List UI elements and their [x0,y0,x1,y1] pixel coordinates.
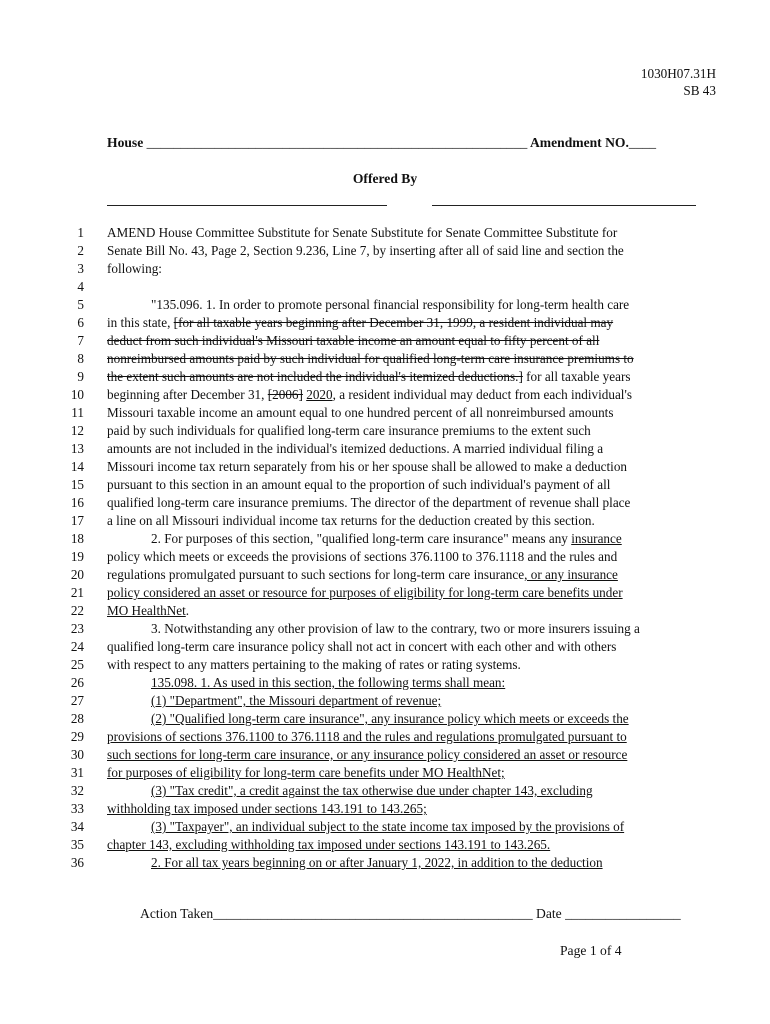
line-number: 18 [70,531,84,546]
line-number: 32 [70,783,84,798]
inserted-text: (3) "Tax credit", a credit against the tax otherwise due under chapter 143, excluding [151,783,593,798]
line-text [107,368,719,386]
line-number: 30 [70,747,84,762]
deleted-text: the extent such amounts are not included the individual's itemized deductions.] [107,369,523,384]
line-text [107,512,719,530]
line-number: 2 [77,243,84,258]
inserted-text: chapter 143, excluding withholding tax imposed under sections 143.191 to 143.265. [107,837,551,852]
document-line [0,746,770,764]
line-text [107,386,719,404]
line-text [107,764,719,782]
line-text [107,332,719,350]
inserted-text: 2. For all tax years beginning on or after January 1, 2022, in addition to the deduction [151,855,603,870]
line-number: 27 [70,693,84,708]
line-text [107,692,763,710]
document-line [0,620,770,638]
text-run: Senate Bill No. 43, Page 2, Section 9.236, Line 7, by inserting after all of said line and section the [107,243,624,258]
document-line [0,800,770,818]
line-text [107,476,719,494]
line-text [107,584,719,602]
document-line [0,584,770,602]
text-run: Missouri income tax return separately from his or her spouse shall be allowed to make a deduction [107,459,628,474]
document-line [0,242,770,260]
text-run: 2. For purposes of this section, "qualified long-term care insurance" means any [151,531,572,546]
line-text [107,548,719,566]
document-line [0,278,770,296]
action-taken-label: Action Taken [140,906,214,921]
document-line [0,602,770,620]
line-number: 26 [70,675,84,690]
text-run: , a resident individual may deduct from each individual's [332,387,632,402]
document-line [0,350,770,368]
document-line [0,656,770,674]
line-number: 7 [77,333,84,348]
line-text [107,710,763,728]
document-line [0,440,770,458]
line-number: 35 [70,837,84,852]
line-text [107,224,719,242]
text-run: AMEND House Committee Substitute for Senate Substitute for Senate Committee Substitute for [107,225,618,240]
document-line [0,260,770,278]
line-text [107,674,763,692]
line-text [107,404,719,422]
line-number: 9 [77,369,84,384]
offered-by-heading: Offered By [352,171,418,186]
text-run: Missouri taxable income an amount equal to one hundred percent of all nonreimbursed amounts [107,405,614,420]
line-number: 6 [77,315,84,330]
document-line [0,422,770,440]
line-number: 10 [70,387,84,402]
action-taken-row [140,906,681,922]
line-number: 21 [70,585,84,600]
line-number: 23 [70,621,84,636]
inserted-text: such sections for long-term care insurance, or any insurance policy considered an asset or resource [107,747,628,762]
document-line [0,674,770,692]
document-line [0,314,770,332]
document-line [0,332,770,350]
document-line [0,224,770,242]
sponsor-signature-line-left [107,205,387,206]
document-line [0,854,770,872]
line-text [107,296,763,314]
inserted-text: 135.098. 1. As used in this section, the following terms shall mean: [151,675,506,690]
line-text [107,422,719,440]
document-line [0,728,770,746]
document-line [0,692,770,710]
line-number: 31 [70,765,84,780]
line-number: 15 [70,477,84,492]
inserted-text: for purposes of eligibility for long-term care benefits under MO HealthNet; [107,765,505,780]
line-number: 13 [70,441,84,456]
inserted-text: MO HealthNet [107,603,186,618]
text-run: amounts are not included in the individual's itemized deductions. A married individual filing a [107,441,604,456]
line-number: 20 [70,567,84,582]
page-number: Page 1 of 4 [560,943,622,958]
date-label: Date [536,906,562,921]
line-text [107,728,719,746]
text-run: in this state, [107,315,174,330]
line-text [107,566,719,584]
document-line [0,404,770,422]
line-text [107,314,719,332]
line-text [107,260,719,278]
line-text [107,782,763,800]
inserted-text: provisions of sections 376.1100 to 376.1118 and the rules and regulations promulgated pursuant to [107,729,627,744]
document-line [0,296,770,314]
line-text [107,440,719,458]
line-text [107,242,719,260]
line-number: 5 [77,297,84,312]
line-number: 12 [70,423,84,438]
line-text [107,800,719,818]
line-text [107,854,763,872]
inserted-text: , or any insurance [524,567,618,582]
line-text [107,818,763,836]
text-run: beginning after December 31, [107,387,268,402]
line-number: 28 [70,711,84,726]
amendment-label: Amendment NO. [529,135,629,150]
date-blank: _________________ [565,906,681,921]
document-line [0,836,770,854]
inserted-text: (2) "Qualified long-term care insurance", any insurance policy which meets or exceeds the [151,711,629,726]
text-run: pursuant to this section in an amount equal to the proportion of such individual's payment of all [107,477,611,492]
document-line [0,782,770,800]
line-number: 34 [70,819,84,834]
line-text [107,494,719,512]
inserted-text: withholding tax imposed under sections 143.191 to 143.265; [107,801,427,816]
line-text [107,836,719,854]
text-run: regulations promulgated pursuant to such sections for long-term care insurance [107,567,525,582]
amendment-body [0,224,770,872]
sponsor-signature-line-right [432,205,696,206]
line-text [107,458,719,476]
deleted-text: [for all taxable years beginning after December 31, 1999, a resident individual may [173,315,614,330]
deleted-text: [2006] [267,387,303,402]
line-number: 1 [77,225,84,240]
line-number: 3 [77,261,84,276]
amendment-number-blank: ____ [628,135,657,150]
document-line [0,476,770,494]
document-line [0,530,770,548]
text-run: qualified long-term care insurance premiums. The director of the department of revenue shall place [107,495,631,510]
text-run: qualified long-term care insurance policy shall not act in concert with each other and with others [107,639,617,654]
document-line [0,566,770,584]
line-number: 16 [70,495,84,510]
house-amendment-row [107,135,717,151]
document-line [0,710,770,728]
text-run: . [185,603,190,618]
inserted-text: insurance [571,531,622,546]
inserted-text: (1) "Department", the Missouri department of revenue; [151,693,442,708]
line-number: 8 [77,351,84,366]
document-line [0,548,770,566]
text-run: paid by such individuals for qualified long-term care insurance premiums to the extent such [107,423,591,438]
line-number: 24 [70,639,84,654]
document-line [0,368,770,386]
document-line [0,458,770,476]
line-text [107,638,719,656]
document-line [0,764,770,782]
bill-number: SB 43 [683,83,716,98]
house-label: House [107,135,144,150]
line-number: 29 [70,729,84,744]
line-number: 25 [70,657,84,672]
document-line [0,638,770,656]
action-taken-blank: _______________________________________________ [213,906,533,921]
line-number: 19 [70,549,84,564]
text-run: policy which meets or exceeds the provisions of sections 376.1100 to 376.1118 and the rules and [107,549,618,564]
line-text [107,602,719,620]
line-number: 17 [70,513,84,528]
text-run: with respect to any matters pertaining to the making of rates or rating systems. [107,657,521,672]
house-blank: ________________________________________________________ [146,135,528,150]
line-text [107,530,763,548]
line-number: 11 [71,405,84,420]
line-text [107,746,719,764]
inserted-text: 2020 [306,387,333,402]
line-number: 14 [70,459,84,474]
inserted-text: (3) "Taxpayer", an individual subject to the state income tax imposed by the provisions of [151,819,625,834]
document-line [0,494,770,512]
line-text [107,620,763,638]
text-run: a line on all Missouri individual income tax returns for the deduction created by this section. [107,513,595,528]
text-run: following: [107,261,162,276]
deleted-text: nonreimbursed amounts paid by such individual for qualified long-term care insurance premiums to [107,351,634,366]
document-code: 1030H07.31H [640,66,716,81]
line-text [107,656,719,674]
line-number: 22 [70,603,84,618]
document-line [0,512,770,530]
text-run: "135.096. 1. In order to promote personal financial responsibility for long-term health care [151,297,630,312]
document-line [0,818,770,836]
text-run: for all taxable years [522,369,631,384]
line-number: 36 [70,855,84,870]
deleted-text: deduct from such individual's Missouri taxable income an amount equal to fifty percent of all [107,333,600,348]
document-line [0,386,770,404]
inserted-text: policy considered an asset or resource for purposes of eligibility for long-term care benefits under [107,585,623,600]
line-text [107,350,719,368]
text-run: 3. Notwithstanding any other provision of law to the contrary, two or more insurers issuing a [151,621,640,636]
line-number: 4 [77,279,84,294]
document-code-block [641,65,716,99]
line-number: 33 [70,801,84,816]
